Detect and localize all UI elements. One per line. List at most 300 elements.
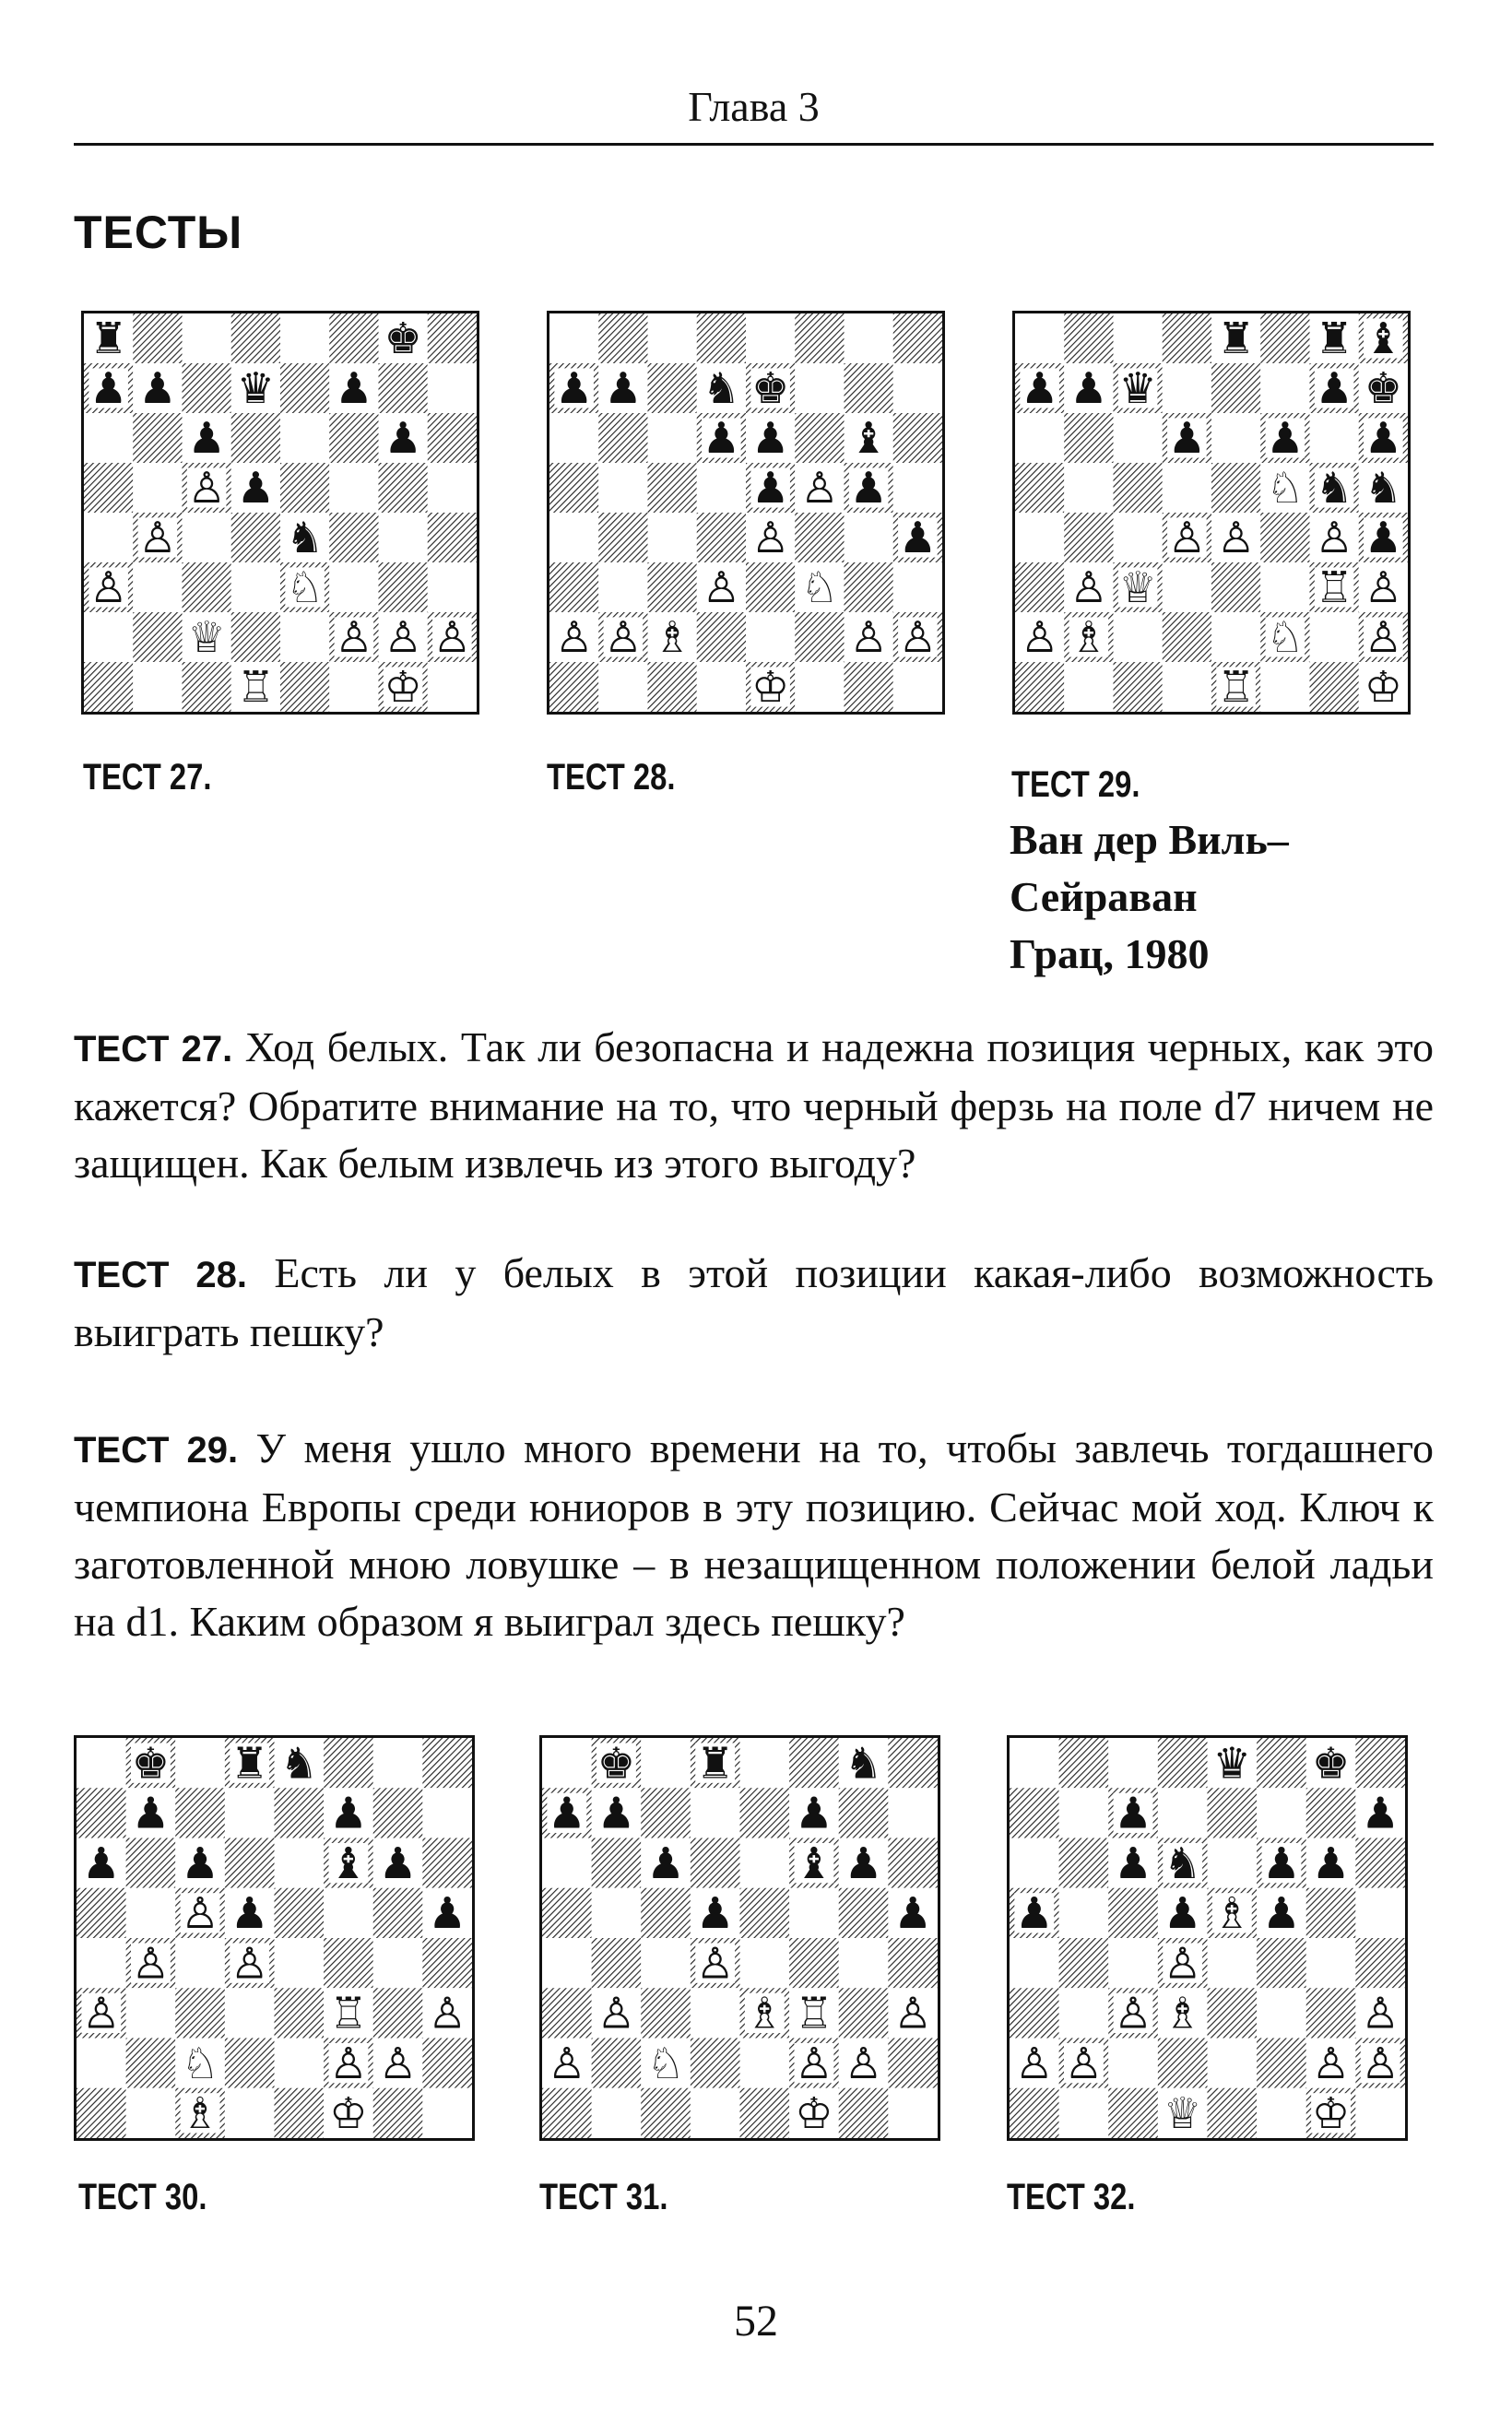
square-a8 [1010, 1738, 1059, 1788]
square-f5 [789, 1888, 839, 1938]
paragraph-test29 [74, 1420, 1434, 1650]
square-a8 [77, 1738, 126, 1788]
square-d1 [691, 2088, 740, 2138]
white-pawn-icon: ♙ [1015, 2038, 1054, 2088]
square-h7 [428, 363, 477, 413]
square-c7 [648, 363, 697, 413]
square-f8 [789, 1738, 839, 1788]
square-c1 [183, 662, 231, 712]
square-a6 [84, 413, 133, 463]
square-c3 [183, 562, 231, 612]
square-c7 [175, 1788, 225, 1838]
square-h1 [1355, 2088, 1405, 2138]
square-f8 [329, 313, 378, 363]
square-a4 [84, 513, 133, 562]
white-pawn-icon: ♙ [1167, 512, 1206, 563]
white-queen-icon: ♕ [1164, 2087, 1202, 2138]
square-a3 [542, 1988, 592, 2038]
square-e8 [280, 313, 329, 363]
square-e2 [1211, 612, 1260, 662]
square-b8 [1064, 313, 1113, 363]
black-pawn-icon: ♟ [384, 412, 422, 464]
paragraph-text: У меня ушло много времени на то, чтобы завлечь тогдашнего чемпиона Европы среди юниоров в эту позицию. Сейчас мой ход. Ключ к заготовленной мною ловушке – в незащищенном положении белой ладьи на d1. Каким образом я выиграл здесь пешку? [74, 1424, 1435, 1645]
square-g4 [379, 513, 428, 562]
square-d8 [1158, 1738, 1208, 1788]
square-h6 [893, 413, 942, 463]
square-f6 [795, 413, 844, 463]
game-info-players: Ван дер Виль– [1010, 816, 1289, 863]
white-king-icon: ♔ [1364, 661, 1402, 712]
black-queen-icon: ♛ [1212, 1738, 1251, 1789]
square-f8 [324, 1738, 373, 1788]
white-knight-icon: ♘ [646, 2038, 685, 2088]
square-h4 [428, 513, 477, 562]
black-queen-icon: ♛ [1118, 362, 1157, 414]
white-pawn-icon: ♙ [138, 512, 177, 563]
square-a4 [77, 1938, 126, 1988]
black-pawn-icon: ♟ [597, 1788, 636, 1838]
chess-diagram-test32 [1007, 1735, 1408, 2141]
square-b3 [133, 562, 182, 612]
black-pawn-icon: ♟ [335, 362, 373, 414]
square-d5 [697, 463, 746, 513]
square-a1 [1015, 662, 1064, 712]
white-king-icon: ♔ [329, 2087, 368, 2138]
chessboard [542, 1738, 938, 2138]
black-pawn-icon: ♟ [89, 362, 128, 414]
square-c1 [648, 662, 697, 712]
square-d4 [697, 513, 746, 562]
paragraph-test28 [74, 1245, 1434, 1361]
white-pawn-icon: ♙ [849, 611, 888, 663]
chess-diagram-test31 [539, 1735, 940, 2141]
black-knight-icon: ♞ [1315, 462, 1353, 514]
square-e1 [280, 662, 329, 712]
square-d6 [691, 1838, 740, 1888]
white-pawn-icon: ♙ [335, 611, 373, 663]
square-h5 [893, 463, 942, 513]
black-pawn-icon: ♟ [1262, 1887, 1301, 1939]
square-b6 [1059, 1838, 1109, 1888]
caption-test31: ТЕСТ 31. [539, 2177, 668, 2217]
square-c7 [183, 363, 231, 413]
square-a4 [1010, 1938, 1059, 1988]
white-pawn-icon: ♙ [1164, 1938, 1202, 1989]
square-c1 [1108, 2088, 1158, 2138]
chessboard [77, 1738, 472, 2138]
paragraph-label: ТЕСТ 28. [74, 1255, 248, 1295]
black-pawn-icon: ♟ [1021, 362, 1059, 414]
square-c4 [1108, 1938, 1158, 1988]
white-king-icon: ♔ [1311, 2087, 1351, 2138]
square-h1 [428, 662, 477, 712]
square-e7 [275, 1788, 325, 1838]
square-b1 [592, 2088, 642, 2138]
square-d3 [225, 1988, 275, 2038]
square-h1 [893, 662, 942, 712]
black-pawn-icon: ♟ [187, 412, 226, 464]
white-pawn-icon: ♙ [329, 2038, 368, 2088]
white-pawn-icon: ♙ [751, 512, 790, 563]
black-pawn-icon: ♟ [329, 1788, 368, 1838]
square-g5 [373, 1888, 423, 1938]
square-g7 [379, 363, 428, 413]
square-h7 [888, 1788, 938, 1838]
white-king-icon: ♔ [795, 2087, 833, 2138]
square-d3 [691, 1988, 740, 2038]
white-pawn-icon: ♙ [187, 462, 226, 514]
black-pawn-icon: ♟ [646, 1838, 685, 1888]
white-queen-icon: ♕ [187, 611, 226, 663]
square-a8 [549, 313, 598, 363]
square-b3 [1059, 1988, 1109, 2038]
caption-test29: ТЕСТ 29. [1011, 764, 1140, 805]
square-a5 [542, 1888, 592, 1938]
black-knight-icon: ♞ [1164, 1838, 1202, 1888]
square-f7 [1257, 1788, 1306, 1838]
black-pawn-icon: ♟ [795, 1788, 833, 1838]
black-pawn-icon: ♟ [555, 362, 594, 414]
square-e3 [1211, 562, 1260, 612]
square-a8 [542, 1738, 592, 1788]
square-c5 [648, 463, 697, 513]
square-e3 [1208, 1988, 1258, 2038]
square-a4 [1015, 513, 1064, 562]
square-d8 [697, 313, 746, 363]
white-knight-icon: ♘ [1266, 611, 1305, 663]
square-g5 [379, 463, 428, 513]
white-pawn-icon: ♙ [1361, 2038, 1400, 2088]
square-b5 [1064, 463, 1113, 513]
black-pawn-icon: ♟ [230, 1887, 269, 1939]
white-rook-icon: ♖ [236, 661, 275, 712]
square-c8 [1114, 313, 1163, 363]
square-g5 [839, 1888, 889, 1938]
square-f4 [1260, 513, 1309, 562]
square-g3 [845, 562, 893, 612]
white-pawn-icon: ♙ [428, 1988, 467, 2039]
square-c5 [1114, 463, 1163, 513]
square-d2 [225, 2039, 275, 2088]
black-pawn-icon: ♟ [844, 1838, 883, 1888]
square-b1 [1059, 2088, 1109, 2138]
white-queen-icon: ♕ [1118, 561, 1157, 613]
white-pawn-icon: ♙ [1064, 2038, 1104, 2088]
black-bishop-icon: ♝ [795, 1838, 833, 1888]
chess-diagram-test27 [81, 311, 479, 715]
square-d1 [1163, 662, 1211, 712]
square-c2 [1108, 2039, 1158, 2088]
square-g3 [379, 562, 428, 612]
black-pawn-icon: ♟ [898, 512, 937, 563]
black-rook-icon: ♜ [89, 313, 128, 364]
white-king-icon: ♔ [384, 661, 422, 712]
black-queen-icon: ♛ [236, 362, 275, 414]
square-e5 [280, 463, 329, 513]
square-b5 [598, 463, 647, 513]
paragraph-test27 [74, 1019, 1434, 1192]
white-pawn-icon: ♙ [604, 611, 643, 663]
square-b5 [1059, 1888, 1109, 1938]
square-a8 [1015, 313, 1064, 363]
caption-test27: ТЕСТ 27. [83, 757, 212, 798]
square-d7 [1163, 363, 1211, 413]
square-e2 [280, 612, 329, 662]
square-c1 [1114, 662, 1163, 712]
square-c3 [648, 562, 697, 612]
white-pawn-icon: ♙ [555, 611, 594, 663]
square-h8 [428, 313, 477, 363]
square-b4 [598, 513, 647, 562]
paragraph-label: ТЕСТ 27. [74, 1029, 233, 1070]
square-d2 [691, 2039, 740, 2088]
square-a6 [542, 1838, 592, 1888]
square-g7 [373, 1788, 423, 1838]
square-a6 [549, 413, 598, 463]
square-h1 [422, 2088, 472, 2138]
square-c5 [1108, 1888, 1158, 1938]
paragraph-label: ТЕСТ 29. [74, 1430, 239, 1471]
black-bishop-icon: ♝ [849, 412, 888, 464]
square-c8 [1108, 1738, 1158, 1788]
square-b4 [592, 1938, 642, 1988]
square-a3 [549, 562, 598, 612]
white-pawn-icon: ♙ [384, 611, 422, 663]
white-pawn-icon: ♙ [795, 2038, 833, 2088]
white-pawn-icon: ♙ [800, 462, 839, 514]
caption-test30: ТЕСТ 30. [78, 2177, 207, 2217]
square-e4 [275, 1938, 325, 1988]
square-f6 [329, 413, 378, 463]
square-b6 [1064, 413, 1113, 463]
square-c2 [1114, 612, 1163, 662]
black-pawn-icon: ♟ [1361, 1788, 1400, 1838]
white-pawn-icon: ♙ [1021, 611, 1059, 663]
square-g3 [839, 1988, 889, 2038]
black-rook-icon: ♜ [1217, 313, 1256, 364]
black-pawn-icon: ♟ [1315, 362, 1353, 414]
black-pawn-icon: ♟ [1114, 1838, 1152, 1888]
square-a4 [542, 1938, 592, 1988]
white-pawn-icon: ♙ [1315, 512, 1353, 563]
square-h3 [428, 562, 477, 612]
chessboard [84, 313, 477, 712]
square-d5 [1163, 463, 1211, 513]
square-a6 [1010, 1838, 1059, 1888]
square-e2 [746, 612, 795, 662]
square-a1 [84, 662, 133, 712]
square-h3 [893, 562, 942, 612]
white-king-icon: ♔ [751, 661, 790, 712]
white-pawn-icon: ♙ [696, 1938, 735, 1989]
black-pawn-icon: ♟ [1164, 1887, 1202, 1939]
square-g4 [839, 1938, 889, 1988]
square-c3 [175, 1988, 225, 2038]
square-d6 [231, 413, 280, 463]
black-rook-icon: ♜ [230, 1738, 269, 1789]
square-f4 [329, 513, 378, 562]
square-b1 [598, 662, 647, 712]
square-h1 [888, 2088, 938, 2138]
square-h6 [428, 413, 477, 463]
white-pawn-icon: ♙ [1069, 561, 1108, 613]
square-d7 [691, 1788, 740, 1838]
square-e6 [280, 413, 329, 463]
square-f5 [324, 1888, 373, 1938]
white-pawn-icon: ♙ [1114, 1988, 1152, 2039]
black-pawn-icon: ♟ [1364, 412, 1402, 464]
white-pawn-icon: ♙ [1361, 1988, 1400, 2039]
black-pawn-icon: ♟ [1262, 1838, 1301, 1888]
game-info [1010, 811, 1289, 983]
square-d1 [225, 2088, 275, 2138]
square-e4 [740, 1938, 790, 1988]
white-knight-icon: ♘ [1266, 462, 1305, 514]
paragraph-text: Ход белых. Так ли безопасна и надежна позиция черных, как это кажется? Обратите внимание на то, что черный ферзь на поле d7 ничем не защищен. Как белым извлечь из этого выгоду? [74, 1023, 1434, 1187]
white-pawn-icon: ♙ [378, 2038, 418, 2088]
white-pawn-icon: ♙ [1364, 611, 1402, 663]
square-g4 [373, 1938, 423, 1988]
square-a5 [549, 463, 598, 513]
square-h8 [422, 1738, 472, 1788]
black-bishop-icon: ♝ [1364, 313, 1402, 364]
white-pawn-icon: ♙ [702, 561, 740, 613]
square-c4 [648, 513, 697, 562]
black-pawn-icon: ♟ [236, 462, 275, 514]
square-b3 [126, 1988, 176, 2038]
square-d3 [231, 562, 280, 612]
square-g8 [845, 313, 893, 363]
square-c4 [175, 1938, 225, 1988]
black-pawn-icon: ♟ [82, 1838, 121, 1888]
white-knight-icon: ♘ [800, 561, 839, 613]
square-b2 [126, 2039, 176, 2088]
square-h6 [888, 1838, 938, 1888]
square-e7 [740, 1788, 790, 1838]
square-g1 [1310, 662, 1359, 712]
square-g5 [1306, 1888, 1356, 1938]
square-b8 [1059, 1738, 1109, 1788]
square-d3 [1163, 562, 1211, 612]
square-f1 [329, 662, 378, 712]
square-b4 [1059, 1938, 1109, 1988]
square-h8 [893, 313, 942, 363]
black-pawn-icon: ♟ [604, 362, 643, 414]
square-b5 [592, 1888, 642, 1938]
square-f2 [1257, 2039, 1306, 2088]
square-a2 [84, 612, 133, 662]
square-b5 [126, 1888, 176, 1938]
black-pawn-icon: ♟ [696, 1887, 735, 1939]
game-info-player2: Сейраван [1010, 873, 1198, 920]
square-f1 [795, 662, 844, 712]
caption-test28: ТЕСТ 28. [547, 757, 676, 798]
square-d4 [231, 513, 280, 562]
square-f4 [795, 513, 844, 562]
black-king-icon: ♚ [597, 1738, 636, 1789]
square-e7 [280, 363, 329, 413]
square-c5 [641, 1888, 691, 1938]
square-f4 [324, 1938, 373, 1988]
square-g4 [845, 513, 893, 562]
white-bishop-icon: ♗ [181, 2087, 219, 2138]
square-g6 [1310, 413, 1359, 463]
white-bishop-icon: ♗ [1069, 611, 1108, 663]
square-b6 [133, 413, 182, 463]
square-c1 [641, 2088, 691, 2138]
square-e2 [740, 2039, 790, 2088]
square-f7 [1260, 363, 1309, 413]
header-rule [74, 143, 1434, 146]
square-a5 [77, 1888, 126, 1938]
square-d2 [1163, 612, 1211, 662]
square-c3 [641, 1988, 691, 2038]
square-b8 [133, 313, 182, 363]
black-pawn-icon: ♟ [893, 1887, 932, 1939]
square-f5 [329, 463, 378, 513]
white-bishop-icon: ♗ [1212, 1887, 1251, 1939]
black-knight-icon: ♞ [702, 362, 740, 414]
square-f3 [329, 562, 378, 612]
white-pawn-icon: ♙ [1311, 2038, 1351, 2088]
white-pawn-icon: ♙ [82, 1988, 121, 2039]
black-pawn-icon: ♟ [1015, 1887, 1054, 1939]
black-pawn-icon: ♟ [548, 1788, 586, 1838]
square-e6 [1208, 1838, 1258, 1888]
square-a4 [549, 513, 598, 562]
white-pawn-icon: ♙ [1217, 512, 1256, 563]
chess-diagram-test28 [547, 311, 945, 715]
square-e3 [746, 562, 795, 612]
white-bishop-icon: ♗ [653, 611, 691, 663]
black-rook-icon: ♜ [1315, 313, 1353, 364]
square-h7 [893, 363, 942, 413]
square-e1 [275, 2088, 325, 2138]
square-h6 [1355, 1838, 1405, 1888]
square-f1 [1260, 662, 1309, 712]
square-c8 [648, 313, 697, 363]
page-number: 52 [734, 2297, 778, 2346]
black-pawn-icon: ♟ [1069, 362, 1108, 414]
square-a2 [77, 2039, 126, 2088]
black-king-icon: ♚ [131, 1738, 171, 1789]
square-f2 [795, 612, 844, 662]
white-rook-icon: ♖ [329, 1988, 368, 2039]
section-title: ТЕСТЫ [74, 207, 243, 258]
square-d8 [231, 313, 280, 363]
square-e6 [275, 1838, 325, 1888]
black-pawn-icon: ♟ [1114, 1788, 1152, 1838]
square-f3 [1257, 1988, 1306, 2038]
square-a5 [84, 463, 133, 513]
square-g7 [1306, 1788, 1356, 1838]
square-e6 [740, 1838, 790, 1888]
square-c7 [641, 1788, 691, 1838]
square-d7 [1158, 1788, 1208, 1838]
square-b7 [1059, 1788, 1109, 1838]
square-c4 [183, 513, 231, 562]
square-d1 [697, 662, 746, 712]
white-pawn-icon: ♙ [548, 2038, 586, 2088]
black-bishop-icon: ♝ [329, 1838, 368, 1888]
square-h2 [888, 2039, 938, 2088]
square-b6 [126, 1838, 176, 1888]
caption-test32: ТЕСТ 32. [1007, 2177, 1136, 2217]
square-d6 [225, 1838, 275, 1888]
square-a3 [1010, 1988, 1059, 2038]
black-pawn-icon: ♟ [1167, 412, 1206, 464]
white-pawn-icon: ♙ [230, 1938, 269, 1989]
